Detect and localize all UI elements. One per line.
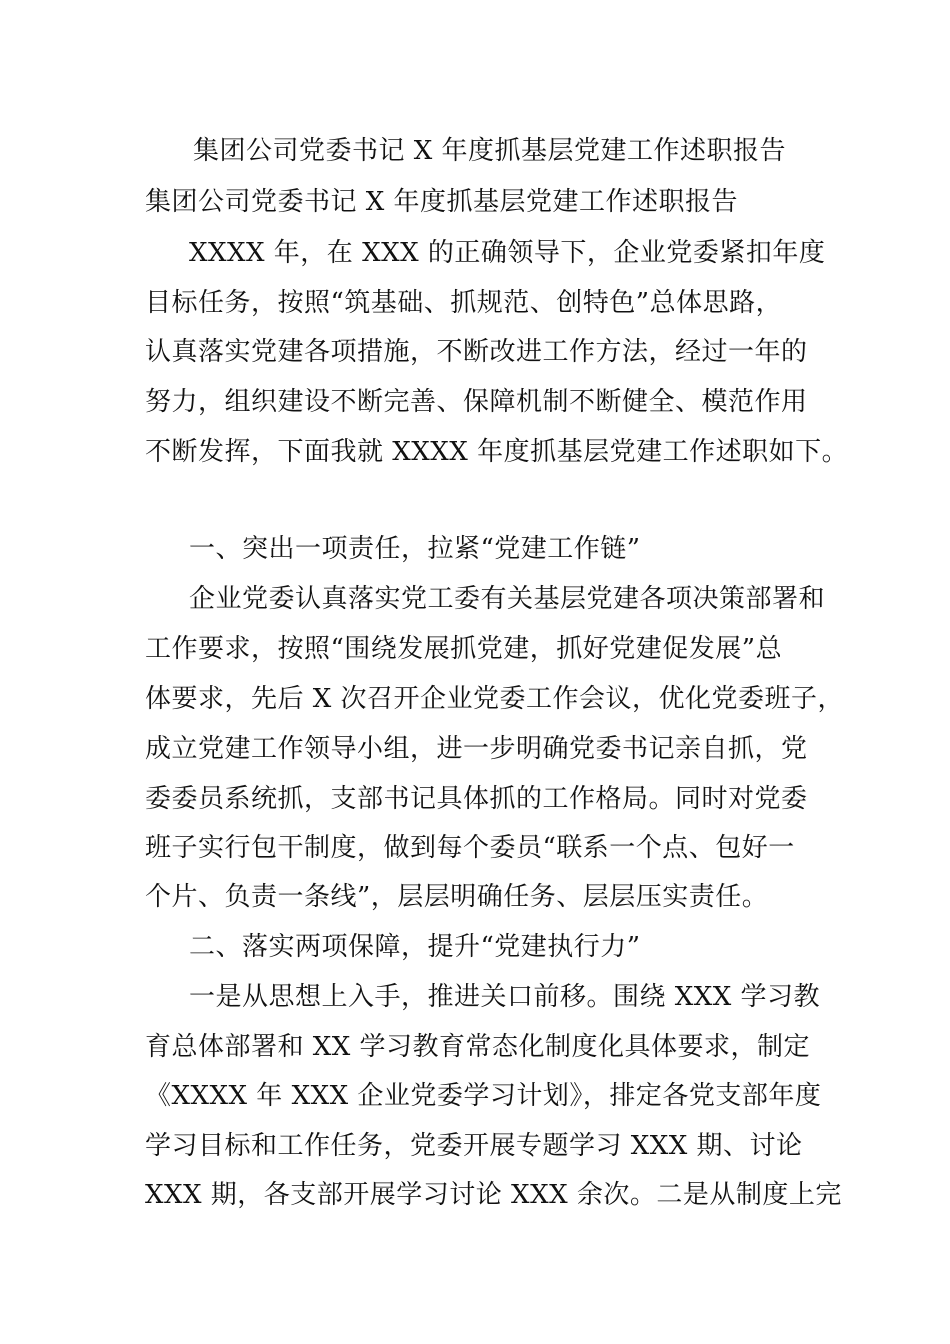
paragraph-line: XXX 期，各支部开展学习讨论 XXX 余次。二是从制度上完 [145,1180,842,1210]
paragraph-line: 努力，组织建设不断完善、保障机制不断健全、模范作用 [145,387,808,417]
section-1-heading: 一、突出一项责任，拉紧“党建工作链” [189,534,641,564]
paragraph-line: XXXX 年，在 XXX 的正确领导下，企业党委紧扣年度 [189,238,826,268]
paragraph-line: 班子实行包干制度，做到每个委员“联系一个点、包好一 [145,833,795,863]
document-title-repeat: 集团公司党委书记 X 年度抓基层党建工作述职报告 [145,187,739,217]
paragraph-line: 一是从思想上入手，推进关口前移。围绕 XXX 学习教 [189,982,821,1012]
paragraph-line: 成立党建工作领导小组，进一步明确党委书记亲自抓，党 [145,734,808,764]
paragraph-line: 育总体部署和 XX 学习教育常态化制度化具体要求，制定 [145,1032,811,1062]
paragraph-line: 目标任务，按照“筑基础、抓规范、创特色”总体思路， [145,288,783,318]
paragraph-line: 《XXXX 年 XXX 企业党委学习计划》，排定各党支部年度 [145,1081,822,1111]
paragraph-line: 不断发挥，下面我就 XXXX 年度抓基层党建工作述职如下。 [145,437,849,467]
document-title: 集团公司党委书记 X 年度抓基层党建工作述职报告 [193,136,787,166]
section-2-heading: 二、落实两项保障，提升“党建执行力” [189,932,641,962]
paragraph-line: 个片、负责一条线”，层层明确任务、层层压实责任。 [145,882,769,912]
paragraph-line: 体要求，先后 X 次召开企业党委工作会议，优化党委班子， [145,684,845,714]
paragraph-line: 学习目标和工作任务，党委开展专题学习 XXX 期、讨论 [145,1131,803,1161]
paragraph-line: 工作要求，按照“围绕发展抓党建，抓好党建促发展”总 [145,634,783,664]
paragraph-line: 企业党委认真落实党工委有关基层党建各项决策部署和 [189,584,826,614]
paragraph-line: 认真落实党建各项措施，不断改进工作方法，经过一年的 [145,337,808,367]
paragraph-line: 委委员系统抓，支部书记具体抓的工作格局。同时对党委 [145,784,808,814]
